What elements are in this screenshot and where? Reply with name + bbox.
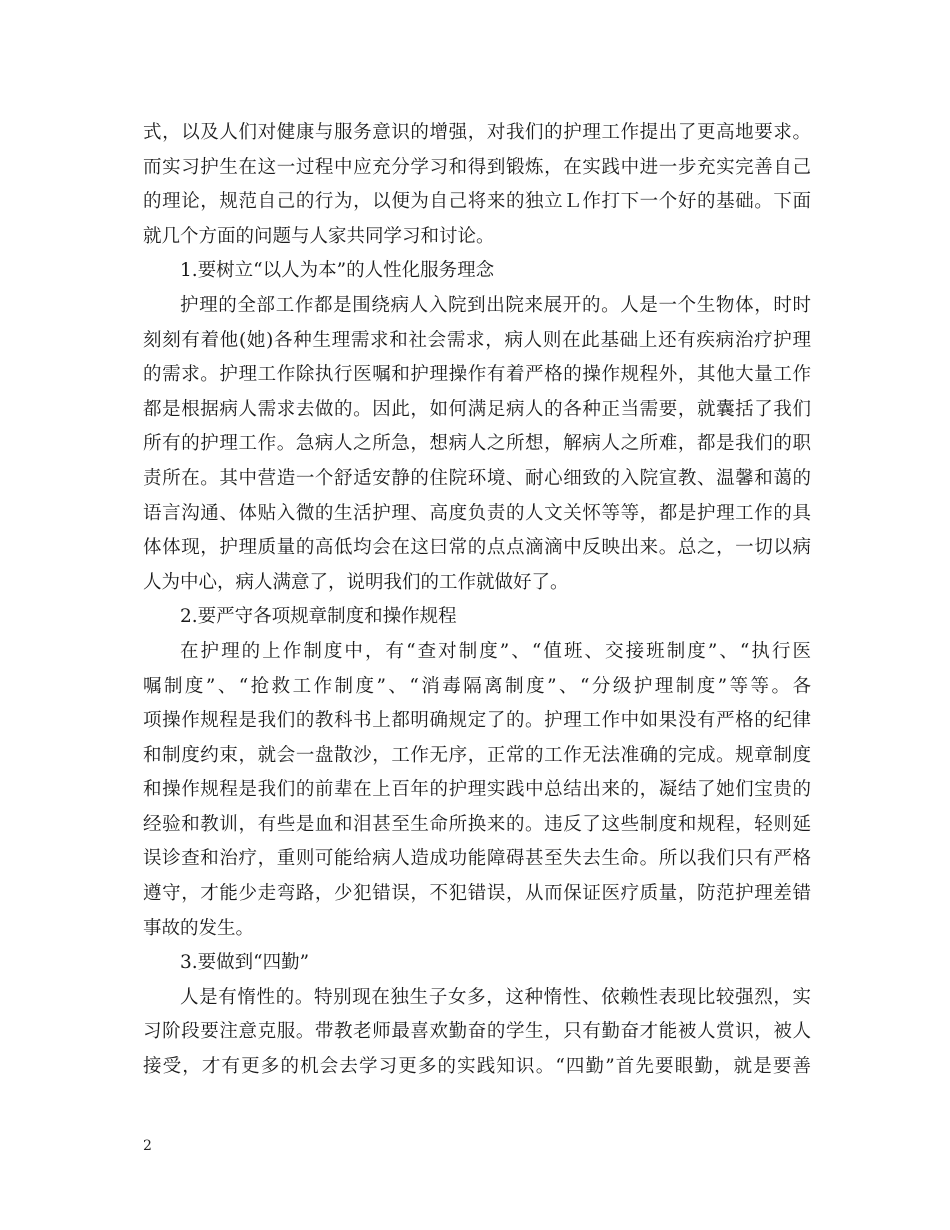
text-line: 人是有惰性的。特别现在独生子女多，这种惰性、依赖性表现比较强烈，实 <box>180 986 811 1008</box>
text-line: 所有的护理工作。急病人之所急，想病人之所想，解病人之所难，都是我们的职 <box>143 433 811 455</box>
text-line: 的需求。护理工作除执行医嘱和护理操作有着严格的操作规程外，其他大量工作 <box>143 364 811 386</box>
text-line: 2.要严守各项规章制度和操作规程 <box>180 606 457 628</box>
text-line: 而实习护生在这一过程中应充分学习和得到锻炼，在实践中进一步充实完善自己 <box>143 156 811 178</box>
text-line: 误诊查和治疗，重则可能给病人造成功能障碍甚至失去生命。所以我们只有严格 <box>143 848 811 870</box>
text-line: 体体现，护理质量的高低均会在这曰常的点点滴滴中反映出来。总之，一切以病 <box>143 537 811 559</box>
text-line: 都是根据病人需求去做的。因此，如何满足病人的各种正当需要，就囊括了我们 <box>143 398 811 420</box>
text-line: 3.要做到“四勤” <box>180 952 310 974</box>
text-line: 语言沟通、体贴入微的生活护理、高度负责的人文关怀等等，都是护理工作的具 <box>143 502 811 524</box>
text-line: 和操作规程是我们的前辈在上百年的护理实践中总结出来的，凝结了她们宝贵的 <box>143 779 811 801</box>
text-line: 责所在。其中营造一个舒适安静的住院环境、耐心细致的入院宣教、温馨和蔼的 <box>143 467 811 489</box>
text-line: 护理的全部工作都是围绕病人入院到出院来展开的。人是一个生物体，时时 <box>180 294 811 316</box>
text-line: 刻刻有着他(她)各种生理需求和社会需求，病人则在此基础上还有疾病治疗护理 <box>143 329 811 351</box>
text-line: 人为中心，病人满意了，说明我们的工作就做好了。 <box>143 571 569 593</box>
text-line: 在护理的上作制度中，有“查对制度”、“值班、交接班制度”、“执行医 <box>180 640 811 662</box>
text-line: 事故的发生。 <box>143 917 255 939</box>
text-line: 的理论，规范自己的行为，以便为自己将来的独立Ｌ作打下一个好的基础。下面 <box>143 191 811 213</box>
text-line: 项操作规程是我们的教科书上都明确规定了的。护理工作中如果没有严格的纪律 <box>143 710 811 732</box>
text-line: 经验和教训，有些是血和泪甚至生命所换来的。违反了这些制度和规程，轻则延 <box>143 813 811 835</box>
text-line: 和制度约束，就会一盘散沙，工作无序，正常的工作无法准确的完成。规章制度 <box>143 744 811 766</box>
text-line: 就几个方面的问题与人家共同学习和讨论。 <box>143 225 495 247</box>
text-line: 1.要树立“以人为本”的人性化服务理念 <box>180 260 495 282</box>
document-body <box>143 116 811 1085</box>
text-line: 嘱制度”、“抢救工作制度”、“消毒隔离制度”、“分级护理制度”等等。各 <box>143 675 811 697</box>
page-number: 2 <box>143 1138 152 1154</box>
text-line: 遵守，才能少走弯路，少犯错误，不犯错误，从而保证医疗质量，防范护理差错 <box>143 883 811 905</box>
text-line: 习阶段要注意克服。带教老师最喜欢勤奋的学生，只有勤奋才能被人赏识，被人 <box>143 1021 811 1043</box>
text-line: 式，以及人们对健康与服务意识的增强，对我们的护理工作提出了更高地要求。 <box>143 122 811 143</box>
text-line: 接受，才有更多的机会去学习更多的实践知识。“四勤”首先要眼勤，就是要善 <box>143 1056 811 1078</box>
